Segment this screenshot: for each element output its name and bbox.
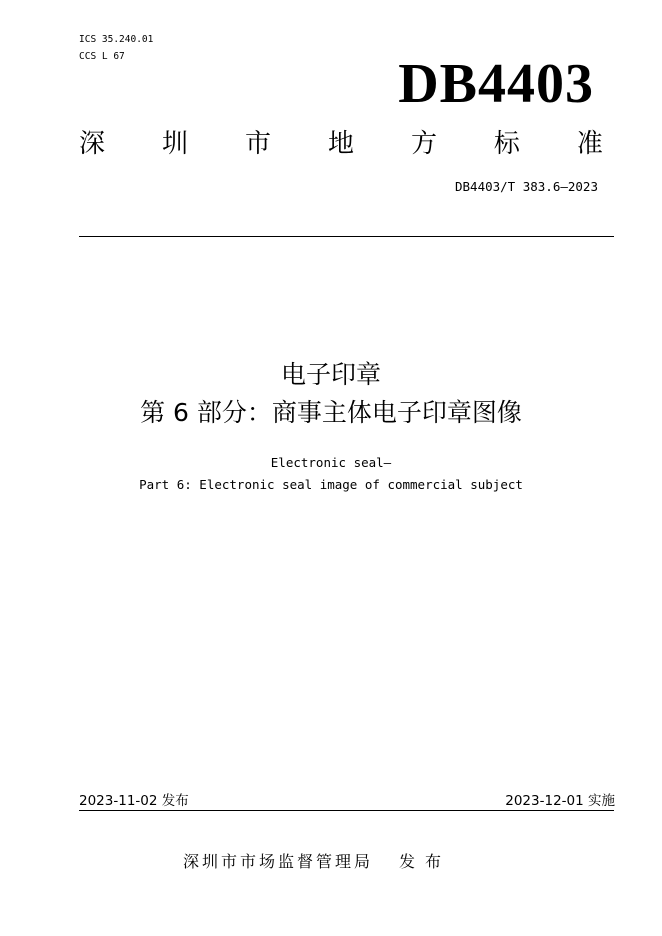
header-divider bbox=[79, 236, 614, 237]
standard-type-char: 方 bbox=[410, 129, 437, 159]
standard-type-title bbox=[79, 127, 603, 161]
standard-type-char: 深 bbox=[79, 129, 106, 159]
document-title-en-main: Electronic seal— bbox=[270, 455, 392, 470]
standard-number: DB4403/T 383.6—2023 bbox=[455, 179, 598, 194]
standard-type-char: 圳 bbox=[161, 129, 188, 159]
ccs-code: CCS L 67 bbox=[79, 51, 125, 62]
publisher-line bbox=[183, 851, 451, 873]
issue-date: 2023-11-02 发布 bbox=[79, 793, 189, 809]
document-title-zh-main: 电子印章 bbox=[280, 360, 381, 389]
standard-type-char: 市 bbox=[244, 129, 271, 159]
standard-type-char: 准 bbox=[576, 129, 603, 159]
implementation-date: 2023-12-01 实施 bbox=[505, 793, 615, 809]
document-title-zh-part: 第 6 部分：商事主体电子印章图像 bbox=[140, 398, 522, 427]
standard-type-char: 地 bbox=[327, 129, 354, 159]
publisher-name: 深圳市市场监督管理局 bbox=[183, 852, 374, 871]
publisher-verb: 发布 bbox=[399, 852, 452, 871]
ics-code: ICS 35.240.01 bbox=[79, 34, 154, 45]
document-title-en-part: Part 6: Electronic seal image of commercial subject bbox=[139, 477, 523, 492]
standard-logo: DB4403 bbox=[398, 53, 594, 115]
footer-divider bbox=[79, 810, 614, 811]
standard-type-char: 标 bbox=[493, 129, 520, 159]
